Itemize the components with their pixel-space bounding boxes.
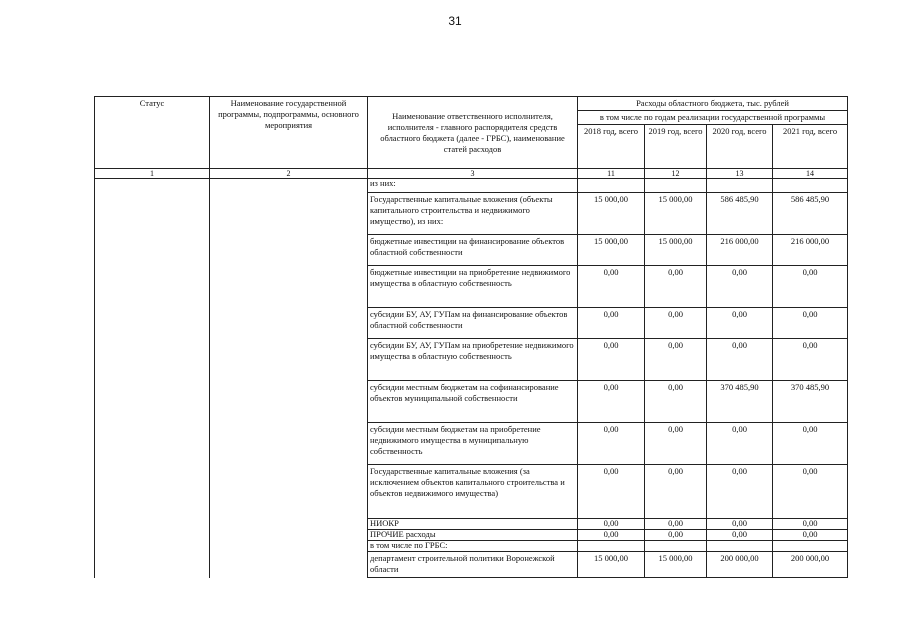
column-number: 3: [368, 169, 578, 179]
value-2018: 0,00: [578, 519, 645, 530]
value-2021: 370 485,90: [773, 381, 848, 423]
value-2021: 0,00: [773, 530, 848, 541]
header-year-2021: 2021 год, всего: [773, 125, 848, 169]
value-2018: 15 000,00: [578, 552, 645, 578]
value-2019: [645, 541, 707, 552]
row-label: субсидии БУ, АУ, ГУПам на приобретение недвижимого имущества в областную собственность: [368, 339, 578, 381]
budget-table: [94, 96, 848, 578]
column-number: 13: [707, 169, 773, 179]
value-2020: 216 000,00: [707, 235, 773, 266]
value-2018: 0,00: [578, 339, 645, 381]
value-2020: 0,00: [707, 266, 773, 308]
value-2020: 200 000,00: [707, 552, 773, 578]
value-2019: 15 000,00: [645, 193, 707, 235]
value-2018: 0,00: [578, 465, 645, 519]
value-2018: 0,00: [578, 266, 645, 308]
value-2020: [707, 541, 773, 552]
value-2019: [645, 179, 707, 193]
value-2021: 586 485,90: [773, 193, 848, 235]
row-label: бюджетные инвестиции на финансирование объектов областной собственности: [368, 235, 578, 266]
value-2019: 0,00: [645, 381, 707, 423]
page-number: 31: [448, 14, 462, 28]
value-2020: 0,00: [707, 530, 773, 541]
value-2018: 15 000,00: [578, 235, 645, 266]
row-label: из них:: [368, 179, 578, 193]
value-2019: 0,00: [645, 530, 707, 541]
value-2018: 0,00: [578, 530, 645, 541]
value-2018: [578, 541, 645, 552]
value-2021: 0,00: [773, 266, 848, 308]
column-number: 1: [95, 169, 210, 179]
value-2018: 0,00: [578, 423, 645, 465]
header-program-name: Наименование государственной программы, подпрограммы, основного мероприятия: [210, 97, 368, 169]
value-2021: 216 000,00: [773, 235, 848, 266]
row-label: департамент строительной политики Воронежской области: [368, 552, 578, 578]
value-2018: 0,00: [578, 381, 645, 423]
value-2020: [707, 179, 773, 193]
header-row-1: [95, 97, 848, 111]
value-2020: 0,00: [707, 308, 773, 339]
header-executor: Наименование ответственного исполнителя, исполнителя - главного распорядителя средств областного бюджета (далее - ГРБС), наименование статей расходов: [368, 97, 578, 169]
program-cell: [210, 179, 368, 578]
value-2020: 0,00: [707, 423, 773, 465]
value-2019: 0,00: [645, 423, 707, 465]
row-label: НИОКР: [368, 519, 578, 530]
row-label: Государственные капитальные вложения (объекты капитального строительства и недвижимого имущество), из них:: [368, 193, 578, 235]
row-label: в том числе по ГРБС:: [368, 541, 578, 552]
value-2020: 0,00: [707, 519, 773, 530]
value-2019: 0,00: [645, 266, 707, 308]
row-label: ПРОЧИЕ расходы: [368, 530, 578, 541]
value-2021: 0,00: [773, 423, 848, 465]
row-label: субсидии местным бюджетам на софинансирование объектов муниципальной собственности: [368, 381, 578, 423]
value-2019: 0,00: [645, 308, 707, 339]
value-2021: [773, 179, 848, 193]
value-2019: 15 000,00: [645, 552, 707, 578]
value-2021: 200 000,00: [773, 552, 848, 578]
column-number: 14: [773, 169, 848, 179]
column-number: 2: [210, 169, 368, 179]
row-label: Государственные капитальные вложения (за исключением объектов капитального строительства и объектов недвижимого имущества): [368, 465, 578, 519]
value-2020: 0,00: [707, 339, 773, 381]
value-2021: 0,00: [773, 465, 848, 519]
value-2020: 586 485,90: [707, 193, 773, 235]
value-2018: 0,00: [578, 308, 645, 339]
value-2019: 0,00: [645, 465, 707, 519]
value-2018: [578, 179, 645, 193]
header-year-2020: 2020 год, всего: [707, 125, 773, 169]
header-by-years: в том числе по годам реализации государственной программы: [578, 111, 848, 125]
header-expenses: Расходы областного бюджета, тыс. рублей: [578, 97, 848, 111]
table-row: [95, 179, 848, 193]
value-2020: 0,00: [707, 465, 773, 519]
header-year-2018: 2018 год, всего: [578, 125, 645, 169]
status-cell: [95, 179, 210, 578]
value-2019: 0,00: [645, 519, 707, 530]
column-number: 11: [578, 169, 645, 179]
value-2019: 0,00: [645, 339, 707, 381]
value-2020: 370 485,90: [707, 381, 773, 423]
value-2021: 0,00: [773, 308, 848, 339]
row-label: субсидии местным бюджетам на приобретение недвижимого имущества в муниципальную собственность: [368, 423, 578, 465]
column-number: 12: [645, 169, 707, 179]
row-label: бюджетные инвестиции на приобретение недвижимого имущества в областную собственность: [368, 266, 578, 308]
header-status: Статус: [95, 97, 210, 169]
value-2021: 0,00: [773, 339, 848, 381]
value-2021: 0,00: [773, 519, 848, 530]
header-year-2019: 2019 год, всего: [645, 125, 707, 169]
row-label: субсидии БУ, АУ, ГУПам на финансирование объектов областной собственности: [368, 308, 578, 339]
column-number-row: [95, 169, 848, 179]
value-2018: 15 000,00: [578, 193, 645, 235]
value-2019: 15 000,00: [645, 235, 707, 266]
value-2021: [773, 541, 848, 552]
